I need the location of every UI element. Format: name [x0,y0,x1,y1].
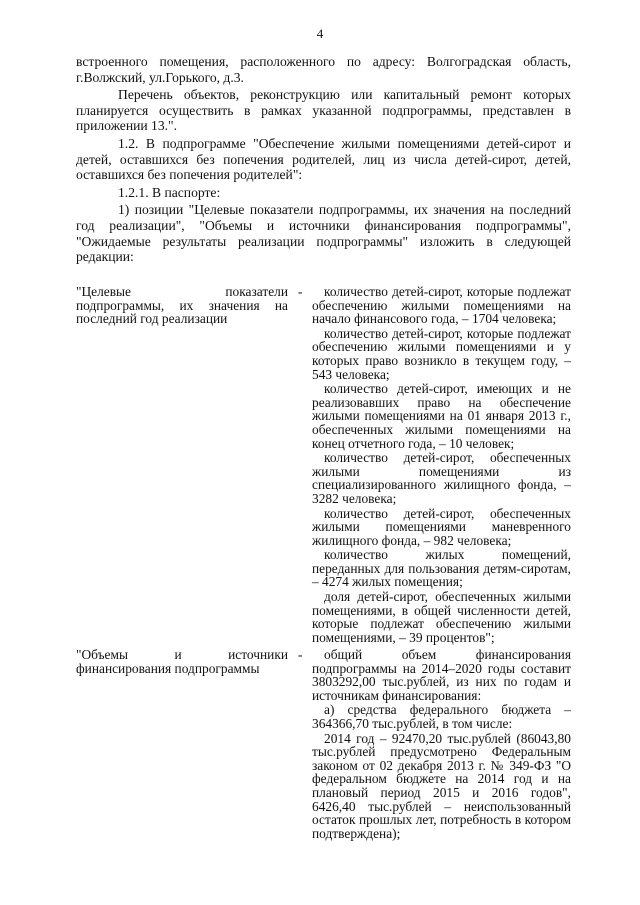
row-label-financing: "Объемы и источники финансирования подпрограммы [76,647,288,676]
paragraph-1-2: 1.2. В подпрограмме "Обеспечение жилыми помещениями детей-сирот и детей, оставшихся без попечения родителей, лиц из числа детей-сирот, детей, оставшихся без попечения родителей": [76,135,571,183]
passport-row-financing: "Объемы и источники финансирования подпрограммы - общий объем финансирования подпрограммы на 2014–2020 годы составит 3803292,00 тыс.рублей, из них по годам и источникам финансирования: а) средства федерального бюджета – 364366,70 тыс.рублей, в том числе: 2014 год – 92470,20 тыс.рублей (86043,80 тыс.рублей предусмотрено Федеральным законом от 02 декабря 2013 г. № 349-ФЗ "О федеральном бюджете на 2014 год и на плановый период 2015 и 2016 годов", 6426,40 тыс.рублей – неиспользованный остаток прошлых лет, потребность в котором подтверждена); [76,647,571,841]
document-body [76,54,571,267]
indicator-item: количество детей-сирот, обеспеченных жилыми помещениями маневренного жилищного фонда, – 982 человека; [312,505,571,548]
row-value-financing [298,648,571,841]
paragraph-1-2-1: 1.2.1. В паспорте: [118,184,221,200]
financing-item: общий объем финансирования подпрограммы на 2014–2020 годы составит 3803292,00 тыс.рублей, из них по годам и источникам финансирования: [312,647,571,703]
page-number: 4 [316,26,324,41]
indicator-item: количество детей-сирот, которые подлежат обеспечению жилыми помещениями и у которых право возникло в текущем году, – 543 человека; [312,325,571,382]
indicator-item: количество детей-сирот, имеющих и не реализовавших право на обеспечение жилыми помещениями на 01 января 2013 г., обеспеченных жилыми помещениями на конец отчетного года, – 10 человек; [312,381,571,451]
passport-row-target-indicators: "Целевые показатели подпрограммы, их значения на последний год реализации - количество детей-сирот, которые подлежат обеспечению жилыми помещениями на начало финансового года, – 1704 человека; количество детей-сирот, которые подлежат обеспечению жилыми помещениями и у которых право возникло в текущем году, – 543 человека; количество детей-сирот, имеющих и не реализовавших право на обеспечение жилыми помещениями на 01 января 2013 г., обеспеченных жилыми помещениями на конец отчетного года, – 10 человек; количество детей-сирот, обеспеченных жилыми помещениями из специализированного жилищного фонда, – 3282 человека; количество детей-сирот, обеспеченных жилыми помещениями маневренного жилищного фонда, – 982 человека; количество жилых помещений, переданных для пользования детям-сиротам, – 4274 жилых помещения; доля детей-сирот, обеспеченных жилыми помещениями, в общей численности детей, которые подлежат обеспечению жилыми помещениями, – 39 процентов"; [76,284,571,645]
financing-item: а) средства федерального бюджета – 364366,70 тыс.рублей, в том числе: [312,702,571,731]
paragraph-positions: 1) позиции "Целевые показатели подпрограммы, их значения на последний год реализации", "Объемы и источники финансирования подпрограммы", "Ожидаемые результаты реализации подпрограммы" изложить в следующей редакции: [76,202,571,265]
indicator-item: количество детей-сирот, обеспеченных жилыми помещениями из специализированного жилищного фонда, – 3282 человека; [312,450,571,506]
row-value-target-indicators [298,285,571,645]
indicator-item: доля детей-сирот, обеспеченных жилыми помещениями, в общей численности детей, которые подлежат обеспечению жилыми помещениями, – 39 процентов"; [312,589,571,645]
indicator-item: количество детей-сирот, которые подлежат обеспечению жилыми помещениями на начало финансового года, – 1704 человека; [312,284,571,327]
row-label-target-indicators: "Целевые показатели подпрограммы, их значения на последний год реализации [76,284,288,327]
indicator-item: количество жилых помещений, переданных для пользования детям-сиротам, – 4274 жилых помещения; [312,547,571,590]
paragraph-objects-list: Перечень объектов, реконструкцию или капитальный ремонт которых планируется осуществить в рамках указанной подпрограммы, представлен в приложении 13.". [76,87,571,134]
paragraph-address: встроенного помещения, расположенного по адресу: Волгоградская область, г.Волжский, ул.Горького, д.3. [76,54,571,85]
financing-item: 2014 год – 92470,20 тыс.рублей (86043,80 тыс.рублей предусмотрено Федеральным законом от 02 декабря 2013 г. № 349-ФЗ "О федеральном бюджете на 2014 год и на плановый период 2015 и 2016 годов", 6426,40 тыс.рублей – неиспользованный остаток прошлых лет, потребность в котором подтверждена); [312,730,571,841]
